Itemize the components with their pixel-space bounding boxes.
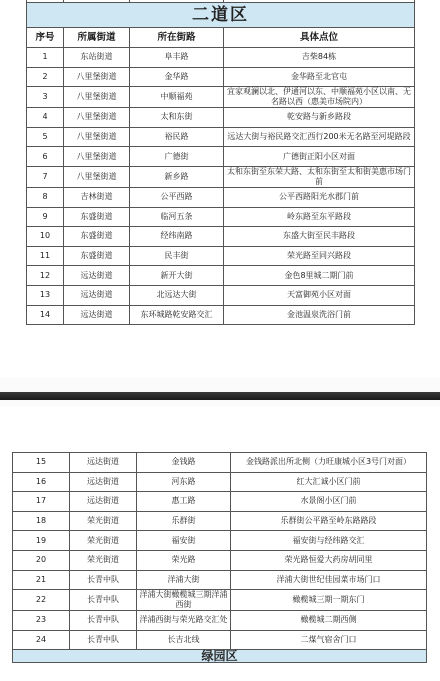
cell-spot: 红大汇诚小区门前 (231, 472, 427, 492)
cell-spot: 广德街正阳小区对面 (224, 147, 415, 167)
cell-street: 远达街道 (64, 266, 130, 286)
cell-no: 1 (27, 48, 64, 68)
cell-street: 八里堡街道 (64, 87, 130, 108)
cell-spot: 宜家观澜以北、伊通河以东、中顺福苑小区以南、无名路以西（惠美市场院内） (224, 87, 415, 108)
cell-road: 北远达大街 (130, 285, 224, 305)
cell-no: 9 (27, 207, 64, 227)
cell-no: 3 (27, 87, 64, 108)
next-district-header (13, 650, 427, 663)
cell-spot: 橄榄城二期西侧 (231, 611, 427, 631)
cell-no: 2 (27, 67, 64, 87)
cell-no: 14 (27, 305, 64, 325)
cell-street: 八里堡街道 (64, 147, 130, 167)
cell-spot: 洋浦大街世纪佳园菜市场门口 (231, 570, 427, 590)
cell-street: 八里堡街道 (64, 108, 130, 128)
cell-road: 荣光路 (137, 550, 231, 570)
cell-road: 福安街 (137, 531, 231, 551)
cell-road: 河东路 (137, 472, 231, 492)
cell-street: 八里堡街道 (64, 166, 130, 187)
column-headers (27, 28, 415, 48)
next-district-title: 绿园区 (13, 650, 427, 663)
cell-street: 八里堡街道 (64, 127, 130, 147)
cell-spot: 荣光路至同兴路段 (224, 246, 415, 266)
cell-street: 荣光街道 (70, 531, 137, 551)
cell-street: 八里堡街道 (64, 67, 130, 87)
cell-road: 新乡路 (130, 166, 224, 187)
cell-street: 东盛街道 (64, 227, 130, 247)
cell-spot: 远达大街与裕民路交汇西行200米无名路至河堤路段 (224, 127, 415, 147)
cell-spot: 公平西路阳光水郡门前 (224, 187, 415, 207)
location-table-page-1 (26, 0, 415, 325)
cell-no: 8 (27, 187, 64, 207)
cell-road: 太和东街 (130, 108, 224, 128)
district-title: 二道区 (27, 3, 415, 28)
cell-road: 金钱路 (137, 453, 231, 473)
cell-road: 广德街 (130, 147, 224, 167)
cell-spot: 金钱路派出所北侧（力旺康城小区3号门对面） (231, 453, 427, 473)
cell-no: 21 (13, 570, 70, 590)
cell-no: 19 (13, 531, 70, 551)
cell-no: 24 (13, 630, 70, 650)
cell-road: 洋浦大街 (137, 570, 231, 590)
cell-street: 远达街道 (70, 472, 137, 492)
cell-no: 7 (27, 166, 64, 187)
cell-no: 23 (13, 611, 70, 631)
table-row (27, 305, 415, 325)
page-separator (0, 378, 440, 406)
table-row (27, 67, 415, 87)
cell-no: 12 (27, 266, 64, 286)
cell-road: 长吉北线 (137, 630, 231, 650)
cell-road: 金华路 (130, 67, 224, 87)
table-row (27, 147, 415, 167)
cell-no: 6 (27, 147, 64, 167)
cell-spot: 福安街与经纬路交汇 (231, 531, 427, 551)
cell-street: 远达街道 (64, 305, 130, 325)
cell-spot: 岭东路至东平路段 (224, 207, 415, 227)
cell-spot: 二煤气宿舍门口 (231, 630, 427, 650)
cell-street: 东盛街道 (64, 207, 130, 227)
cell-no: 20 (13, 550, 70, 570)
cell-spot: 天富御苑小区对面 (224, 285, 415, 305)
table-row (13, 570, 427, 590)
cell-road: 经纬南路 (130, 227, 224, 247)
table-row (13, 550, 427, 570)
table-row (27, 207, 415, 227)
cell-street: 吉林街道 (64, 187, 130, 207)
table-row (27, 187, 415, 207)
table-row (27, 246, 415, 266)
cell-spot: 金华路至北官屯 (224, 67, 415, 87)
table-row (13, 453, 427, 473)
table-row (13, 630, 427, 650)
cell-street: 长青中队 (70, 570, 137, 590)
cell-road: 临河五条 (130, 207, 224, 227)
header-street: 所属街道 (64, 28, 130, 48)
cell-no: 18 (13, 511, 70, 531)
header-no: 序号 (27, 28, 64, 48)
cell-no: 15 (13, 453, 70, 473)
cell-road: 洋浦大街橄榄城三期洋浦西街 (137, 590, 231, 611)
cell-road: 洋浦西街与荣光路交汇处 (137, 611, 231, 631)
cell-road: 民丰街 (130, 246, 224, 266)
cell-road: 中顺福苑 (130, 87, 224, 108)
cell-no: 17 (13, 492, 70, 512)
cell-street: 长青中队 (70, 630, 137, 650)
cell-no: 11 (27, 246, 64, 266)
cell-no: 10 (27, 227, 64, 247)
cell-street: 远达街道 (70, 492, 137, 512)
table-row (13, 492, 427, 512)
cell-spot: 金色8里城二期门前 (224, 266, 415, 286)
cell-street: 荣光街道 (70, 511, 137, 531)
cell-street: 远达街道 (64, 285, 130, 305)
table-row (27, 285, 415, 305)
cell-spot: 吉柴84栋 (224, 48, 415, 68)
cell-spot: 乐群街公平路至岭东路路段 (231, 511, 427, 531)
cell-spot: 水景阁小区门前 (231, 492, 427, 512)
cell-spot: 橄榄城三期一期东门 (231, 590, 427, 611)
header-spot: 具体点位 (224, 28, 415, 48)
cell-road: 阜丰路 (130, 48, 224, 68)
cell-spot: 东盛大街至民丰路段 (224, 227, 415, 247)
document-page-2 (0, 406, 440, 681)
cell-no: 4 (27, 108, 64, 128)
table-row (27, 266, 415, 286)
cell-road: 惠工路 (137, 492, 231, 512)
cell-road: 公平西路 (130, 187, 224, 207)
cell-road: 东环城路乾安路交汇 (130, 305, 224, 325)
cell-no: 16 (13, 472, 70, 492)
table-row (27, 108, 415, 128)
table-row (27, 87, 415, 108)
table-row (13, 611, 427, 631)
header-road: 所在街路 (130, 28, 224, 48)
cell-spot: 乾安路与新乡路段 (224, 108, 415, 128)
cell-spot: 太和东街至东荣大路、太和东街至太和街美惠市场门前 (224, 166, 415, 187)
cell-street: 东盛街道 (64, 246, 130, 266)
table-row (27, 127, 415, 147)
cell-no: 22 (13, 590, 70, 611)
table-row (27, 48, 415, 68)
cell-street: 远达街道 (70, 453, 137, 473)
location-table-page-2 (12, 452, 427, 663)
cell-road: 乐群街 (137, 511, 231, 531)
table-row (27, 166, 415, 187)
table-row (27, 227, 415, 247)
table-row (13, 511, 427, 531)
cell-road: 裕民路 (130, 127, 224, 147)
cell-no: 5 (27, 127, 64, 147)
cell-street: 荣光街道 (70, 550, 137, 570)
cell-spot: 荣光路恒爱大药房胡同里 (231, 550, 427, 570)
cell-no: 13 (27, 285, 64, 305)
cell-street: 长青中队 (70, 590, 137, 611)
district-header (27, 3, 415, 28)
table-row (13, 531, 427, 551)
table-row (13, 472, 427, 492)
cell-spot: 金池温泉洗浴门前 (224, 305, 415, 325)
cell-street: 东站街道 (64, 48, 130, 68)
cell-street: 长青中队 (70, 611, 137, 631)
cell-road: 新开大街 (130, 266, 224, 286)
table-row (13, 590, 427, 611)
